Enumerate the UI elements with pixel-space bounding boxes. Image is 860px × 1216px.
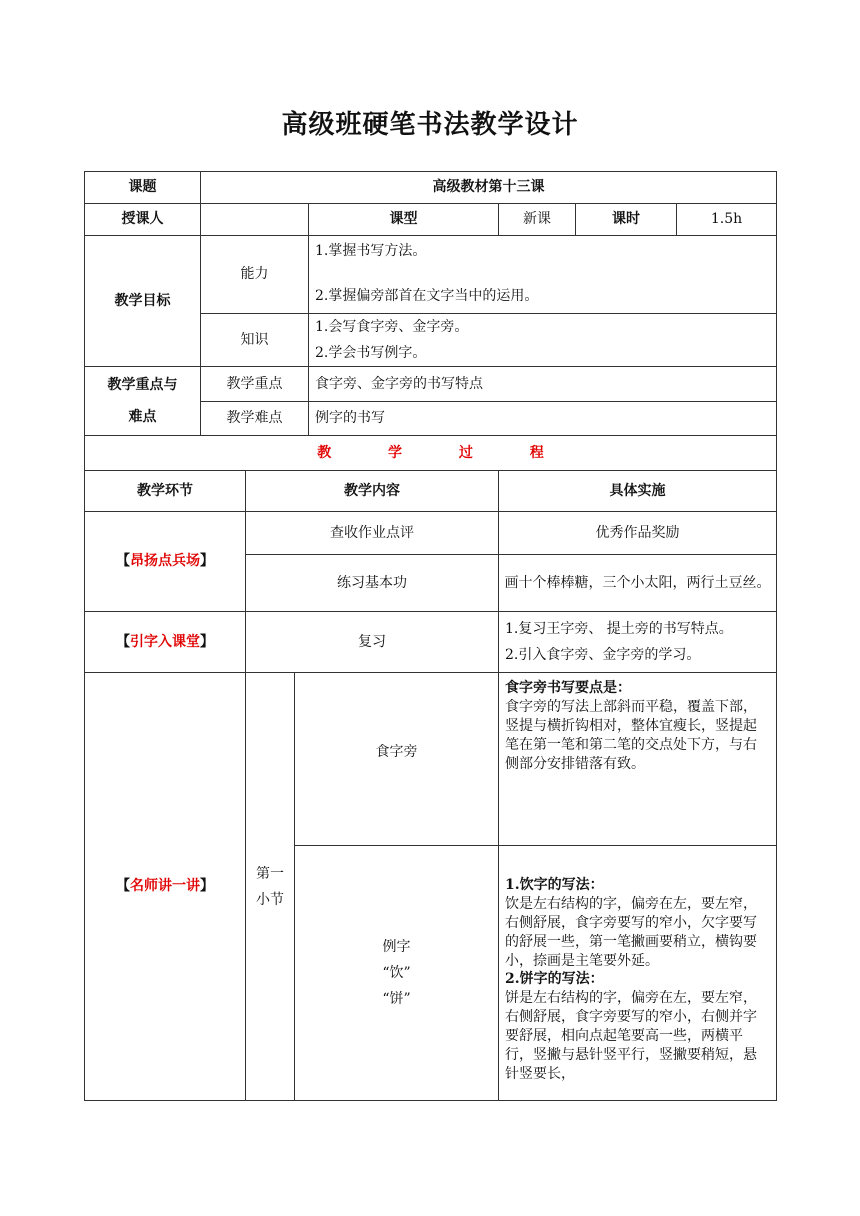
- key-label: 教学重点: [201, 367, 309, 402]
- stage1-row2-impl: 画十个棒棒糖，三个小太阳，两行土豆丝。: [499, 555, 777, 612]
- topic-value: 高级教材第十三课: [201, 172, 777, 204]
- lesson-plan-table: [84, 171, 777, 1101]
- topic-label: 课题: [85, 172, 201, 204]
- knowledge-item-2: 2.学会书写例字。: [315, 345, 427, 361]
- keypoints-label-line-2: 难点: [128, 409, 157, 425]
- process-title: 教 学 过 程: [85, 436, 777, 471]
- stage3-section: [246, 673, 295, 1101]
- stage3-title: 名师讲一讲: [130, 878, 200, 895]
- part1-label: 食字旁: [295, 673, 499, 846]
- teacher-label: 授课人: [85, 204, 201, 236]
- hours-value: 1.5h: [677, 204, 777, 236]
- stage2-name: [85, 612, 246, 673]
- col-implementation-header: 具体实施: [499, 471, 777, 512]
- col-content-header: 教学内容: [246, 471, 499, 512]
- teacher-value: [201, 204, 309, 236]
- difficulty-value: 例字的书写: [309, 402, 777, 436]
- stage1-bracket-close: 】: [200, 553, 214, 570]
- stage3-bracket-close: 】: [200, 878, 214, 895]
- stage3-name: [85, 673, 246, 1101]
- stage2-impl-item-1: 1.复习王字旁、 提土旁的书写特点。: [505, 621, 733, 637]
- stage1-row1-impl: 优秀作品奖励: [499, 512, 777, 555]
- yin-text: 饮是左右结构的字，偏旁在左，要左窄，右侧舒展，食字旁要写的窄小，欠字要写的舒展一些，第一笔撇画要稍立，横钩要小，捺画是主笔要外延。: [505, 895, 757, 969]
- stage1-row2-content: 练习基本功: [246, 555, 499, 612]
- knowledge-content: [309, 314, 777, 367]
- goals-label: 教学目标: [85, 236, 201, 367]
- part1-content: [499, 673, 777, 846]
- stage1-bracket-open: 【: [116, 553, 130, 570]
- stage2-bracket-close: 】: [200, 633, 214, 650]
- stage3-bracket-open: 【: [116, 878, 130, 895]
- stage2-impl-item-2: 2.引入食字旁、金字旁的学习。: [505, 647, 701, 663]
- type-label: 课型: [309, 204, 499, 236]
- ability-content: [309, 236, 777, 314]
- keypoints-label-line-1: 教学重点与: [107, 377, 178, 393]
- stage2-content: 复习: [246, 612, 499, 673]
- ability-label: 能力: [201, 236, 309, 314]
- type-value: 新课: [499, 204, 576, 236]
- part2-label-line-3: “饼”: [382, 991, 411, 1007]
- bing-heading: 2.饼字的写法：: [505, 971, 604, 988]
- bing-text: 饼是左右结构的字，偏旁在左，要左窄，右侧舒展，食字旁要写的窄小，右侧并字要舒展，相向点起笔要高一些，两横平行，竖撇与悬针竖平行，竖撇要稍短，悬针竖要长，: [505, 990, 757, 1082]
- hours-label: 课时: [576, 204, 677, 236]
- stage1-title: 昂扬点兵场: [130, 553, 200, 570]
- key-value: 食字旁、金字旁的书写特点: [309, 367, 777, 402]
- stage3-section-line-2: 小节: [256, 891, 284, 908]
- stage1-name: [85, 512, 246, 612]
- ability-item-1: 1.掌握书写方法。: [315, 243, 427, 259]
- document-title: 高级班硬笔书法教学设计: [281, 110, 579, 140]
- knowledge-item-1: 1.会写食字旁、金字旁。: [315, 319, 469, 335]
- part2-label-line-2: “饮”: [382, 965, 411, 981]
- stage2-title: 引字入课堂: [130, 633, 200, 650]
- knowledge-label: 知识: [201, 314, 309, 367]
- stage3-section-line-1: 第一: [256, 865, 284, 882]
- ability-item-2: 2.掌握偏旁部首在文字当中的运用。: [315, 287, 539, 304]
- keypoints-label: [85, 367, 201, 436]
- stage1-row1-content: 查收作业点评: [246, 512, 499, 555]
- part2-label-line-1: 例字: [382, 939, 411, 955]
- part2-content: [499, 846, 777, 1101]
- part1-text: 食字旁的写法上部斜而平稳，覆盖下部，竖提与横折钩相对，整体宜瘦长，竖提起笔在第一笔和第二笔的交点处下方，与右侧部分安排错落有致。: [505, 698, 757, 772]
- part1-heading: 食字旁书写要点是：: [505, 680, 631, 696]
- part2-label: [295, 846, 499, 1101]
- col-stage-header: 教学环节: [85, 471, 246, 512]
- yin-heading: 1.饮字的写法：: [505, 877, 604, 893]
- stage2-impl: [499, 612, 777, 673]
- difficulty-label: 教学难点: [201, 402, 309, 436]
- stage2-bracket-open: 【: [116, 633, 130, 650]
